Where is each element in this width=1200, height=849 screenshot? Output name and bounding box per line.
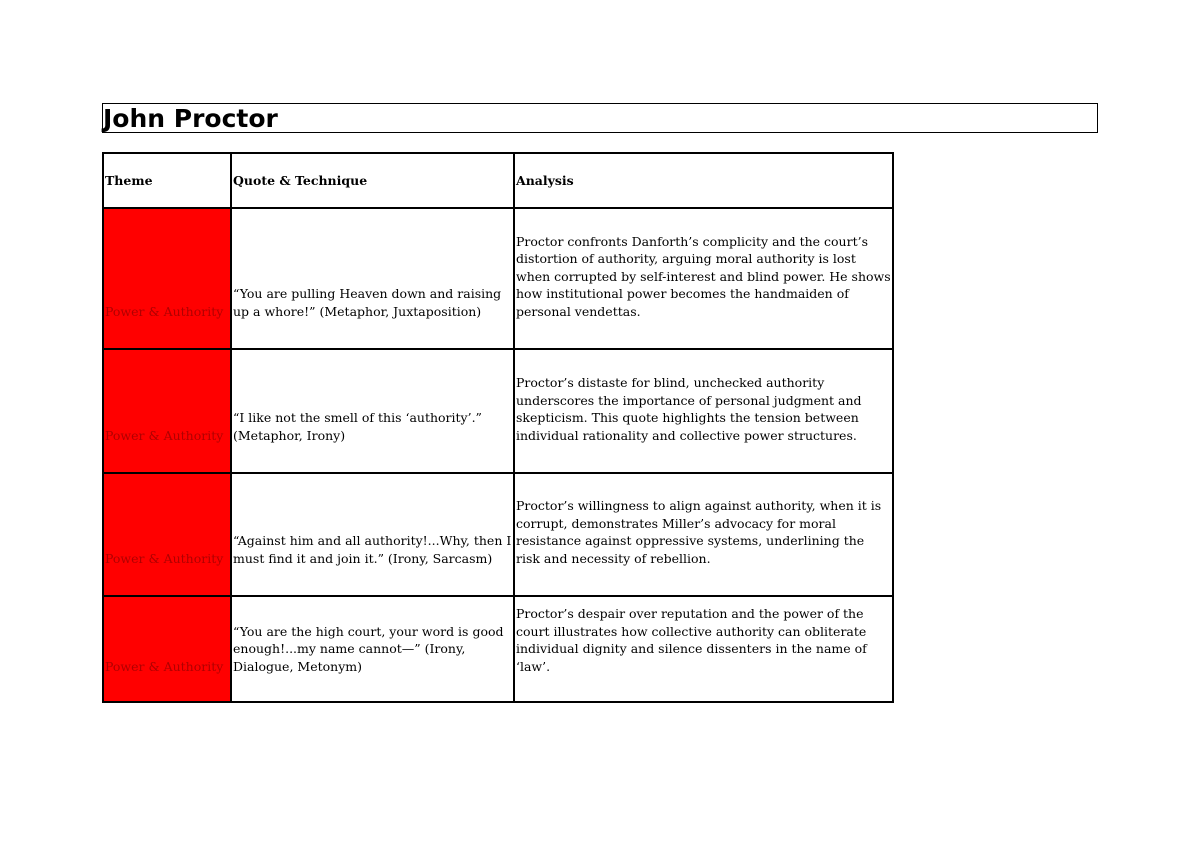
table-row xyxy=(103,473,893,596)
quote-cell: “You are the high court, your word is good enough!...my name cannot—” (Irony, Dialogue, Metonym) xyxy=(231,596,514,702)
table-header-row xyxy=(103,153,893,208)
analysis-cell: Proctor confronts Danforth’s complicity and the court’s distortion of authority, arguing moral authority is lost when corrupted by self-interest and blind power. He shows how institutional power becomes the handmaiden of personal vendettas. xyxy=(514,208,893,349)
header-quote: Quote & Technique xyxy=(231,153,514,208)
theme-cell: Power & Authority xyxy=(103,349,231,473)
quote-cell: “You are pulling Heaven down and raising up a whore!” (Metaphor, Juxtaposition) xyxy=(231,208,514,349)
theme-cell: Power & Authority xyxy=(103,208,231,349)
analysis-cell: Proctor’s willingness to align against authority, when it is corrupt, demonstrates Miller’s advocacy for moral resistance against oppressive systems, underlining the risk and necessity of rebellion. xyxy=(514,473,893,596)
quote-cell: “Against him and all authority!...Why, then I must find it and join it.” (Irony, Sarcasm) xyxy=(231,473,514,596)
table-row xyxy=(103,596,893,702)
table-row xyxy=(103,349,893,473)
table-row xyxy=(103,208,893,349)
analysis-cell: Proctor’s distaste for blind, unchecked authority underscores the importance of personal judgment and skepticism. This quote highlights the tension between individual rationality and collective power structures. xyxy=(514,349,893,473)
page-title: John Proctor xyxy=(103,104,278,133)
title-box xyxy=(102,103,1098,133)
analysis-cell: Proctor’s despair over reputation and the power of the court illustrates how collective authority can obliterate individual dignity and silence dissenters in the name of ‘law’. xyxy=(514,596,893,702)
theme-cell: Power & Authority xyxy=(103,473,231,596)
header-theme: Theme xyxy=(103,153,231,208)
quote-cell: “I like not the smell of this ‘authority’.” (Metaphor, Irony) xyxy=(231,349,514,473)
header-analysis: Analysis xyxy=(514,153,893,208)
theme-cell: Power & Authority xyxy=(103,596,231,702)
proctor-table xyxy=(102,152,894,703)
